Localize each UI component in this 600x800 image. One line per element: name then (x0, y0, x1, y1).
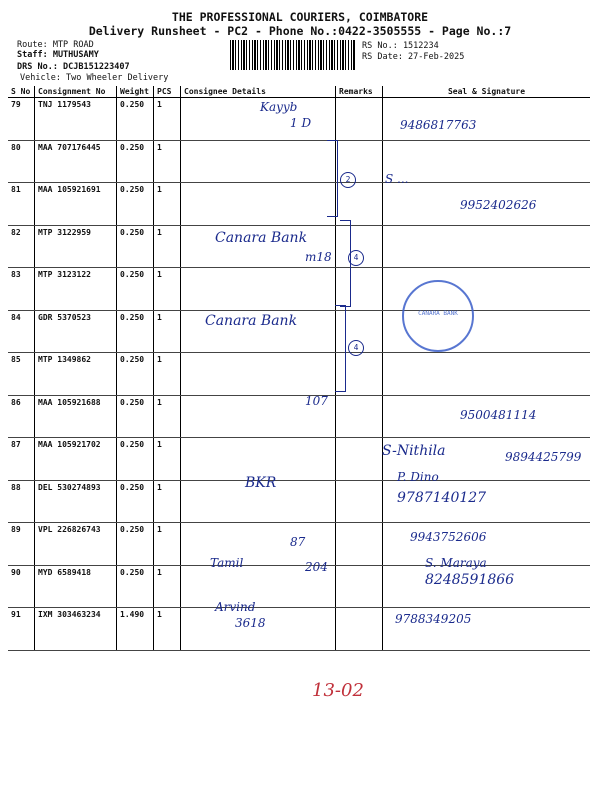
cell-wt: 0.250 (117, 565, 154, 608)
table-row (8, 438, 590, 481)
handwriting-phone: 9787140127 (397, 490, 487, 506)
cell-cn: MTP 1349862 (35, 353, 117, 396)
cell-pcs: 1 (154, 395, 181, 438)
bank-stamp (402, 280, 474, 352)
cell-blank (336, 98, 383, 141)
grouping-bracket (335, 305, 346, 392)
route-label: Route: MTP ROAD (17, 40, 94, 50)
cell-blank (181, 268, 336, 311)
remark-circle: 4 (348, 340, 364, 356)
handwriting-signature: S. Maraya (425, 556, 487, 570)
handwriting-consignee: Arvind (215, 600, 256, 614)
drs-label: DRS No.: DCJB151223407 (17, 62, 130, 72)
cell-blank (181, 140, 336, 183)
handwriting-consignee: Canara Bank (215, 230, 308, 246)
company-title: THE PROFESSIONAL COURIERS, COIMBATORE (171, 10, 429, 24)
cell-blank (336, 183, 383, 226)
handwriting-consignee: 107 (305, 394, 328, 408)
cell-cn: IXM 303463234 (35, 608, 117, 651)
table-row (8, 480, 590, 523)
handwriting-consignee: 3618 (235, 616, 266, 630)
cell-sno: 91 (8, 608, 35, 651)
table-row (8, 353, 590, 396)
cell-sno: 85 (8, 353, 35, 396)
cell-cn: TNJ 1179543 (35, 98, 117, 141)
table-row (8, 140, 590, 183)
cell-cn: MAA 105921702 (35, 438, 117, 481)
cell-blank (181, 353, 336, 396)
cell-wt: 0.250 (117, 225, 154, 268)
table-row (8, 268, 590, 311)
cell-sno: 86 (8, 395, 35, 438)
handwriting-consignee: BKR (245, 475, 277, 491)
handwriting-phone: 9486817763 (400, 118, 477, 132)
cell-wt: 1.490 (117, 608, 154, 651)
handwriting-phone: 9500481114 (460, 408, 537, 422)
col-seal: Seal & Signature (383, 86, 591, 98)
handwritten-note: 13-02 (312, 680, 364, 701)
cell-wt: 0.250 (117, 480, 154, 523)
cell-blank (336, 395, 383, 438)
cell-cn: GDR 5370523 (35, 310, 117, 353)
handwriting-consignee: Tamil (210, 556, 244, 570)
cell-wt: 0.250 (117, 353, 154, 396)
col-remarks: Remarks (336, 86, 383, 98)
stamp-text: CANARA BANK (418, 310, 458, 317)
cell-sno: 81 (8, 183, 35, 226)
cell-cn: MYD 6589418 (35, 565, 117, 608)
barcode (230, 40, 356, 70)
remark-circle: 2 (340, 172, 356, 188)
handwriting-phone: 9952402626 (460, 198, 537, 212)
cell-blank (336, 438, 383, 481)
handwriting-consignee: m18 (305, 250, 332, 264)
cell-wt: 0.250 (117, 183, 154, 226)
cell-sno: 84 (8, 310, 35, 353)
cell-wt: 0.250 (117, 268, 154, 311)
cell-pcs: 1 (154, 98, 181, 141)
cell-cn: MAA 105921688 (35, 395, 117, 438)
table-header-row (8, 86, 590, 98)
cell-wt: 0.250 (117, 310, 154, 353)
handwriting-consignee: 87 (290, 535, 306, 549)
handwriting-phone: 8248591866 (425, 572, 515, 588)
cell-pcs: 1 (154, 183, 181, 226)
cell-pcs: 1 (154, 140, 181, 183)
cell-sno: 79 (8, 98, 35, 141)
cell-cn: DEL 530274893 (35, 480, 117, 523)
grouping-bracket (327, 140, 338, 217)
cell-pcs: 1 (154, 225, 181, 268)
col-sno: S No (8, 86, 35, 98)
cell-blank (383, 140, 591, 183)
cell-blank (181, 523, 336, 566)
remark-circle: 4 (348, 250, 364, 266)
cell-cn: MAA 707176445 (35, 140, 117, 183)
runsheet-title: Delivery Runsheet - PC2 - Phone No.:0422-3505555 - Page No.:7 (88, 24, 512, 38)
cell-wt: 0.250 (117, 98, 154, 141)
table-row (8, 310, 590, 353)
cell-wt: 0.250 (117, 438, 154, 481)
cell-sno: 82 (8, 225, 35, 268)
handwriting-signature: S-Nithila (382, 443, 446, 459)
cell-cn: VPL 226826743 (35, 523, 117, 566)
col-pcs: PCS (154, 86, 181, 98)
cell-pcs: 1 (154, 523, 181, 566)
cell-blank (336, 608, 383, 651)
handwriting-consignee: Canara Bank (205, 313, 298, 329)
cell-cn: MTP 3122959 (35, 225, 117, 268)
col-weight: Weight (117, 86, 154, 98)
cell-sno: 90 (8, 565, 35, 608)
cell-blank (336, 480, 383, 523)
cell-pcs: 1 (154, 438, 181, 481)
cell-sno: 87 (8, 438, 35, 481)
cell-cn: MAA 105921691 (35, 183, 117, 226)
cell-cn: MTP 3123122 (35, 268, 117, 311)
cell-pcs: 1 (154, 310, 181, 353)
cell-blank (336, 565, 383, 608)
handwriting-phone: 9894425799 (505, 450, 582, 464)
handwriting-signature: S ... (385, 172, 409, 186)
cell-sno: 89 (8, 523, 35, 566)
staff-label: Staff: MUTHUSAMY (17, 50, 99, 60)
rs-number: RS No.: 1512234 (362, 41, 439, 51)
cell-pcs: 1 (154, 268, 181, 311)
handwriting-consignee: 204 (305, 560, 328, 574)
cell-pcs: 1 (154, 480, 181, 523)
cell-blank (383, 353, 591, 396)
table-row (8, 608, 590, 651)
cell-wt: 0.250 (117, 395, 154, 438)
cell-blank (383, 225, 591, 268)
cell-blank (181, 98, 336, 141)
cell-blank (181, 438, 336, 481)
cell-blank (336, 523, 383, 566)
cell-pcs: 1 (154, 353, 181, 396)
col-consignee: Consignee Details (181, 86, 336, 98)
rs-date: RS Date: 27-Feb-2025 (362, 52, 465, 62)
cell-wt: 0.250 (117, 523, 154, 566)
cell-wt: 0.250 (117, 140, 154, 183)
handwriting-phone: 9788349205 (395, 612, 472, 626)
cell-pcs: 1 (154, 608, 181, 651)
cell-sno: 88 (8, 480, 35, 523)
cell-pcs: 1 (154, 565, 181, 608)
handwriting-signature: P. Dino (397, 470, 439, 484)
vehicle-label: Vehicle: Two Wheeler Delivery (20, 73, 169, 83)
runsheet-table (8, 86, 590, 651)
cell-sno: 83 (8, 268, 35, 311)
col-consignment: Consignment No (35, 86, 117, 98)
handwriting-consignee: Kayyb (260, 100, 298, 114)
cell-sno: 80 (8, 140, 35, 183)
cell-blank (181, 183, 336, 226)
handwriting-phone: 9943752606 (410, 530, 487, 544)
handwriting-consignee: 1 D (290, 116, 312, 130)
